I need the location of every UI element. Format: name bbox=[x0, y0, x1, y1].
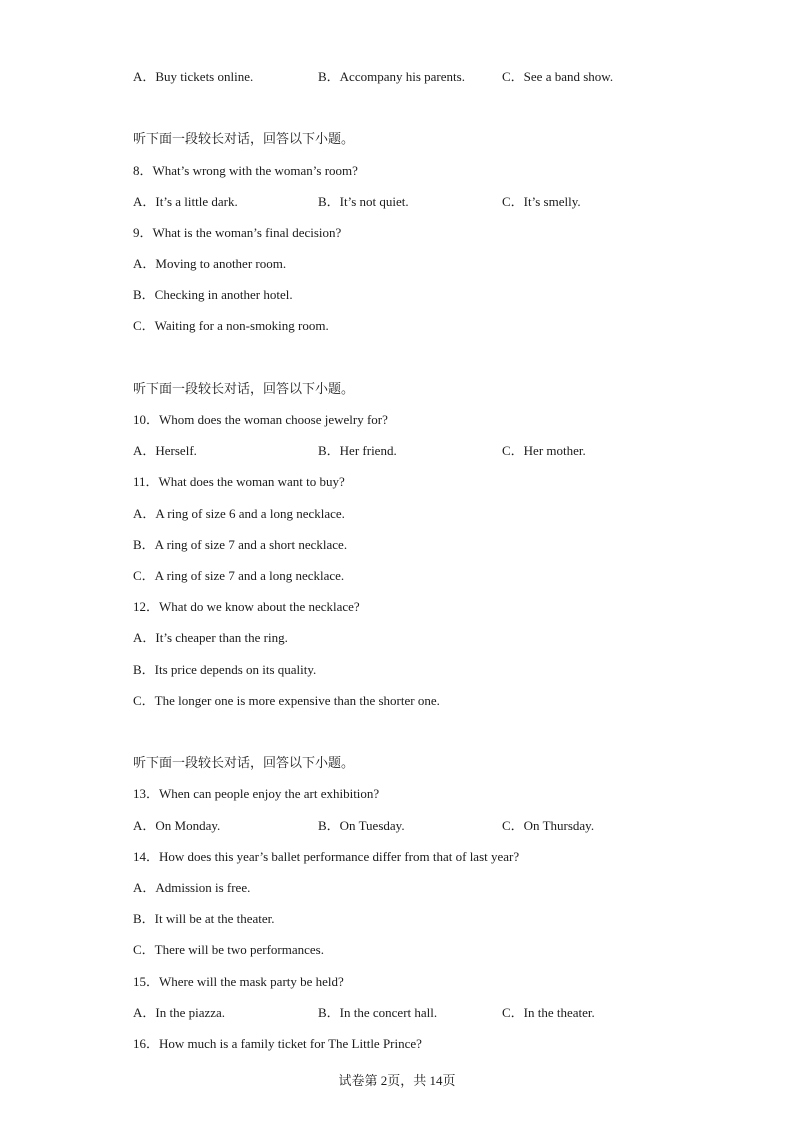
q12-option-a: A．It’s cheaper than the ring. bbox=[133, 630, 288, 645]
q12-option-b: B．Its price depends on its quality. bbox=[133, 662, 317, 677]
q15-option-b: B．In the concert hall. bbox=[318, 1005, 438, 1020]
q12-option-c: C．The longer one is more expensive than the shorter one. bbox=[133, 693, 440, 708]
question-8-stem: 8．What’s wrong with the woman’s room? bbox=[133, 163, 358, 178]
q8-option-b: B．It’s not quiet. bbox=[318, 194, 409, 209]
question-12-stem: 12．What do we know about the necklace? bbox=[133, 599, 360, 614]
q7-option-b: B．Accompany his parents. bbox=[318, 69, 465, 84]
section-instruction: 听下面一段较长对话，回答以下小题。 bbox=[133, 381, 355, 396]
question-9-stem: 9．What is the woman’s final decision? bbox=[133, 225, 342, 240]
q9-option-c: C．Waiting for a non-smoking room. bbox=[133, 318, 329, 333]
q15-option-a: A．In the piazza. bbox=[133, 1005, 226, 1020]
section-instruction: 听下面一段较长对话，回答以下小题。 bbox=[133, 755, 355, 770]
question-15-stem: 15．Where will the mask party be held? bbox=[133, 974, 344, 989]
q9-option-b: B．Checking in another hotel. bbox=[133, 287, 293, 302]
q14-option-b: B．It will be at the theater. bbox=[133, 911, 275, 926]
q13-option-a: A．On Monday. bbox=[133, 818, 221, 833]
q11-option-c: C．A ring of size 7 and a long necklace. bbox=[133, 568, 345, 583]
question-16-stem: 16．How much is a family ticket for The Little Prince? bbox=[133, 1036, 422, 1051]
q14-option-c: C．There will be two performances. bbox=[133, 942, 324, 957]
question-13-stem: 13．When can people enjoy the art exhibition? bbox=[133, 786, 380, 801]
q14-option-a: A．Admission is free. bbox=[133, 880, 251, 895]
q7-option-c: C．See a band show. bbox=[502, 69, 614, 84]
q10-option-c: C．Her mother. bbox=[502, 443, 586, 458]
q13-option-c: C．On Thursday. bbox=[502, 818, 595, 833]
q8-option-c: C．It’s smelly. bbox=[502, 194, 581, 209]
q8-option-a: A．It’s a little dark. bbox=[133, 194, 238, 209]
question-14-stem: 14．How does this year’s ballet performance differ from that of last year? bbox=[133, 849, 520, 864]
q11-option-a: A．A ring of size 6 and a long necklace. bbox=[133, 506, 345, 521]
q9-option-a: A．Moving to another room. bbox=[133, 256, 287, 271]
q7-option-a: A．Buy tickets online. bbox=[133, 69, 254, 84]
q15-option-c: C．In the theater. bbox=[502, 1005, 595, 1020]
section-instruction: 听下面一段较长对话，回答以下小题。 bbox=[133, 131, 355, 146]
q13-option-b: B．On Tuesday. bbox=[318, 818, 405, 833]
q10-option-b: B．Her friend. bbox=[318, 443, 397, 458]
page-footer: 试卷第 2页，共 14页 bbox=[338, 1073, 456, 1088]
question-10-stem: 10．Whom does the woman choose jewelry for? bbox=[133, 412, 388, 427]
q10-option-a: A．Herself. bbox=[133, 443, 197, 458]
question-11-stem: 11．What does the woman want to buy? bbox=[133, 474, 345, 489]
q11-option-b: B．A ring of size 7 and a short necklace. bbox=[133, 537, 348, 552]
